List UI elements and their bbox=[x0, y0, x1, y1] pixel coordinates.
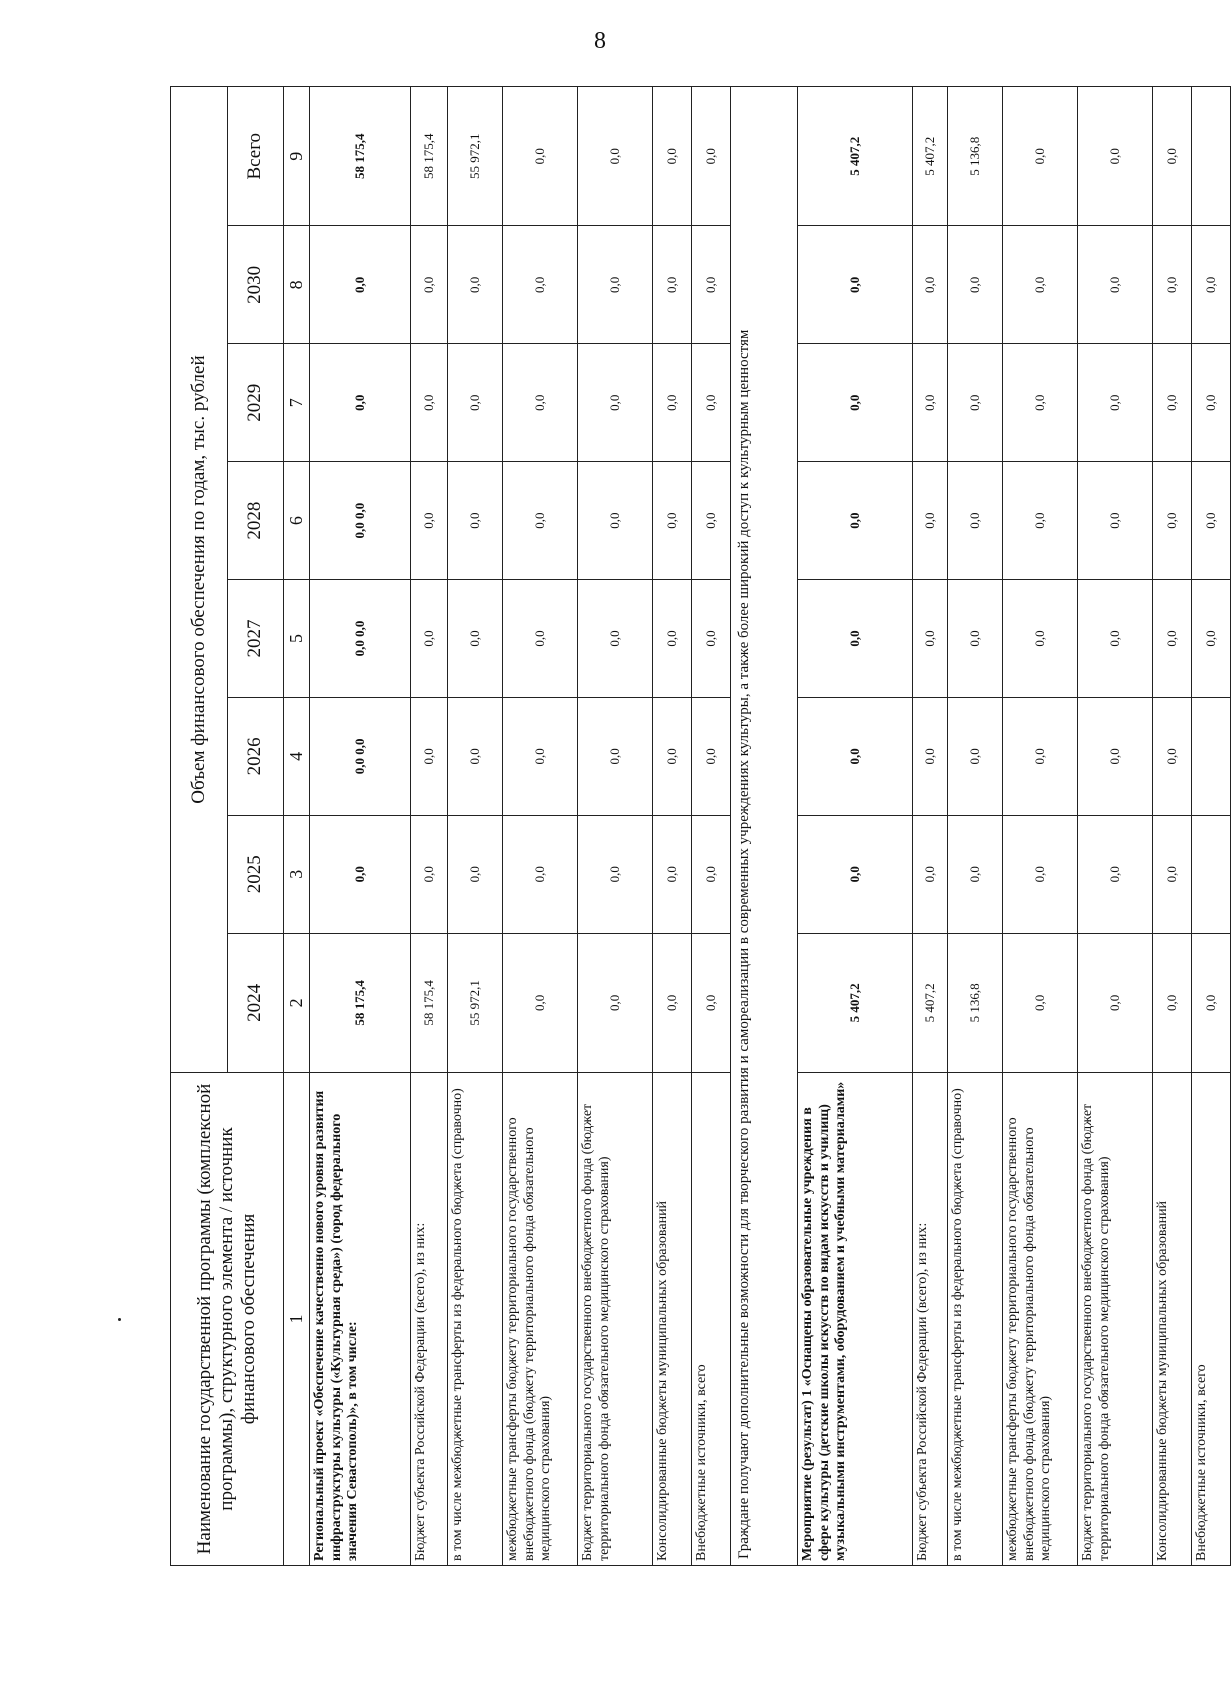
financing-table bbox=[170, 86, 1231, 1566]
value-cell: 0,0 bbox=[948, 815, 1003, 933]
value-cell: 0,0 bbox=[1003, 815, 1078, 933]
page-number: 8 bbox=[594, 28, 606, 54]
value-cell: 0,0 bbox=[503, 226, 578, 344]
value-cell: 0,0 bbox=[448, 344, 503, 462]
table-row bbox=[653, 87, 692, 1566]
table-row bbox=[503, 87, 578, 1566]
table-row bbox=[948, 87, 1003, 1566]
column-number-1: 1 bbox=[284, 1073, 310, 1566]
value-cell: 0,0 bbox=[578, 697, 653, 815]
value-cell: 0,0 bbox=[913, 226, 948, 344]
value-cell: 0,0 bbox=[411, 226, 448, 344]
value-cell bbox=[1192, 697, 1231, 815]
header-year-3: 2027 bbox=[227, 580, 284, 698]
value-cell bbox=[1192, 87, 1231, 226]
value-cell: 0,0 bbox=[798, 580, 913, 698]
table-row bbox=[1153, 87, 1192, 1566]
column-number-2: 2 bbox=[284, 933, 310, 1072]
value-cell: 0,0 bbox=[448, 697, 503, 815]
header-year-1: 2025 bbox=[227, 815, 284, 933]
column-numbers-row bbox=[284, 87, 310, 1566]
value-cell: 0,0 bbox=[310, 344, 411, 462]
value-cell: 0,0 bbox=[1078, 344, 1153, 462]
value-cell: 0,0 bbox=[578, 815, 653, 933]
value-cell: 0,0 bbox=[692, 697, 731, 815]
value-cell: 0,0 bbox=[1153, 933, 1192, 1072]
value-cell: 0,0 bbox=[1003, 344, 1078, 462]
value-cell: 0,0 bbox=[692, 580, 731, 698]
value-cell: 0,0 bbox=[1192, 344, 1231, 462]
header-name-column: Наименование государственной программы (комплексной программы), структурного элемента / источник финансового обеспечения bbox=[171, 1073, 284, 1566]
rotated-table-container bbox=[170, 86, 1218, 1566]
value-cell: 0,0 bbox=[653, 933, 692, 1072]
row-label: Консолидированные бюджеты муниципальных образований bbox=[653, 1073, 692, 1566]
column-number-6: 6 bbox=[284, 462, 310, 580]
value-cell: 0,0 bbox=[1192, 580, 1231, 698]
value-cell: 0,0 bbox=[503, 462, 578, 580]
section-text: Граждане получают дополнительные возможности для творческого развития и самореализации в современных учреждениях культуры, а также более широкий доступ к культурным ценностям bbox=[731, 87, 798, 1566]
value-cell: 0,0 bbox=[503, 580, 578, 698]
row-label: Консолидированные бюджеты муниципальных образований bbox=[1153, 1073, 1192, 1566]
value-cell: 0,0 bbox=[1003, 226, 1078, 344]
value-cell: 0,0 bbox=[1078, 462, 1153, 580]
section-row bbox=[731, 87, 798, 1566]
value-cell: 0,0 bbox=[1078, 226, 1153, 344]
table-row bbox=[692, 87, 731, 1566]
table-row bbox=[913, 87, 948, 1566]
row-label: Бюджет субъекта Российской Федерации (всего), из них: bbox=[913, 1073, 948, 1566]
row-label: Бюджет территориального государственного внебюджетного фонда (бюджет территориального фонда обязательного медицинского страхования) bbox=[578, 1073, 653, 1566]
column-number-7: 7 bbox=[284, 344, 310, 462]
value-cell: 0,0 bbox=[448, 226, 503, 344]
value-cell: 0,0 bbox=[913, 815, 948, 933]
value-cell: 0,0 bbox=[913, 697, 948, 815]
row-label: межбюджетные трансферты бюджету территориального государственного внебюджетного фонда (бюджету территориального фонда обязательного медицинского страхования) bbox=[503, 1073, 578, 1566]
value-cell: 0,0 bbox=[1003, 462, 1078, 580]
table-row bbox=[1192, 87, 1231, 1566]
value-cell: 0,0 bbox=[1003, 933, 1078, 1072]
column-number-9: 9 bbox=[284, 87, 310, 226]
value-cell: 0,0 bbox=[448, 815, 503, 933]
value-cell: 0,0 bbox=[411, 815, 448, 933]
table-row bbox=[578, 87, 653, 1566]
header-year-5: 2029 bbox=[227, 344, 284, 462]
value-cell: 0,0 bbox=[798, 344, 913, 462]
value-cell: 0,0 bbox=[1078, 697, 1153, 815]
value-cell: 0,0 bbox=[692, 815, 731, 933]
value-cell: 0,0 bbox=[310, 226, 411, 344]
value-cell: 0,0 bbox=[1003, 697, 1078, 815]
scan-speck bbox=[118, 1318, 121, 1321]
column-number-5: 5 bbox=[284, 580, 310, 698]
value-cell: 0,0 bbox=[948, 697, 1003, 815]
value-cell: 0,0 bbox=[653, 344, 692, 462]
value-cell bbox=[1192, 815, 1231, 933]
value-cell: 0,0 bbox=[653, 87, 692, 226]
value-cell: 0,0 bbox=[1153, 87, 1192, 226]
value-cell: 0,0 bbox=[503, 87, 578, 226]
value-cell: 0,0 bbox=[1153, 226, 1192, 344]
row-label: в том числе межбюджетные трансферты из федерального бюджета (справочно) bbox=[948, 1073, 1003, 1566]
value-cell: 0,0 bbox=[1153, 462, 1192, 580]
header-year-4: 2028 bbox=[227, 462, 284, 580]
row-label: в том числе межбюджетные трансферты из федерального бюджета (справочно) bbox=[448, 1073, 503, 1566]
column-number-8: 8 bbox=[284, 226, 310, 344]
header-group: Объем финансового обеспечения по годам, тыс. рублей bbox=[171, 87, 228, 1073]
value-cell: 0,0 bbox=[1078, 580, 1153, 698]
value-cell: 0,0 bbox=[1153, 344, 1192, 462]
value-cell: 0,0 bbox=[653, 697, 692, 815]
header-year-6: 2030 bbox=[227, 226, 284, 344]
table-row bbox=[1078, 87, 1153, 1566]
value-cell: 0,0 bbox=[578, 344, 653, 462]
column-number-3: 3 bbox=[284, 815, 310, 933]
row-label: межбюджетные трансферты бюджету территориального государственного внебюджетного фонда (бюджету территориального фонда обязательного медицинского страхования) bbox=[1003, 1073, 1078, 1566]
value-cell: 58 175,4 bbox=[411, 87, 448, 226]
value-cell: 0,0 0,0 bbox=[310, 462, 411, 580]
value-cell: 0,0 bbox=[913, 462, 948, 580]
row-label: Внебюджетные источники, всего bbox=[692, 1073, 731, 1566]
table-row bbox=[310, 87, 411, 1566]
value-cell: 58 175,4 bbox=[411, 933, 448, 1072]
row-label: Региональный проект «Обеспечение качественно нового уровня развития инфраструктуры культуры («Культурная среда») (город федерального значения Севастополь)», в том числе: bbox=[310, 1073, 411, 1566]
value-cell: 0,0 bbox=[503, 933, 578, 1072]
column-number-4: 4 bbox=[284, 697, 310, 815]
value-cell: 0,0 bbox=[578, 226, 653, 344]
value-cell: 0,0 bbox=[948, 580, 1003, 698]
value-cell: 0,0 bbox=[503, 815, 578, 933]
value-cell: 0,0 bbox=[798, 226, 913, 344]
value-cell: 0,0 bbox=[1153, 580, 1192, 698]
value-cell: 0,0 bbox=[503, 697, 578, 815]
value-cell: 0,0 bbox=[692, 344, 731, 462]
header-year-7: Всего bbox=[227, 87, 284, 226]
value-cell: 0,0 bbox=[692, 933, 731, 1072]
header-year-2: 2026 bbox=[227, 697, 284, 815]
value-cell: 0,0 0,0 bbox=[310, 580, 411, 698]
value-cell: 0,0 bbox=[411, 697, 448, 815]
row-label: Бюджет территориального государственного внебюджетного фонда (бюджет территориального фонда обязательного медицинского страхования) bbox=[1078, 1073, 1153, 1566]
value-cell: 0,0 bbox=[692, 226, 731, 344]
value-cell: 0,0 bbox=[1192, 933, 1231, 1072]
value-cell: 0,0 bbox=[448, 462, 503, 580]
value-cell: 5 136,8 bbox=[948, 933, 1003, 1072]
value-cell: 5 407,2 bbox=[913, 933, 948, 1072]
value-cell: 0,0 bbox=[1078, 933, 1153, 1072]
value-cell: 5 407,2 bbox=[798, 933, 913, 1072]
row-label: Внебюджетные источники, всего bbox=[1192, 1073, 1231, 1566]
value-cell: 0,0 bbox=[411, 344, 448, 462]
value-cell: 0,0 bbox=[578, 580, 653, 698]
value-cell: 0,0 0,0 bbox=[310, 697, 411, 815]
table-row bbox=[1003, 87, 1078, 1566]
value-cell: 58 175,4 bbox=[310, 933, 411, 1072]
value-cell: 0,0 bbox=[578, 87, 653, 226]
value-cell: 0,0 bbox=[1192, 226, 1231, 344]
value-cell: 0,0 bbox=[578, 462, 653, 580]
value-cell: 0,0 bbox=[798, 815, 913, 933]
value-cell: 0,0 bbox=[653, 580, 692, 698]
table-body bbox=[284, 87, 1231, 1566]
value-cell: 0,0 bbox=[578, 933, 653, 1072]
value-cell: 0,0 bbox=[653, 815, 692, 933]
value-cell: 0,0 bbox=[798, 462, 913, 580]
value-cell: 0,0 bbox=[1003, 580, 1078, 698]
value-cell: 0,0 bbox=[1078, 87, 1153, 226]
value-cell: 5 407,2 bbox=[913, 87, 948, 226]
value-cell: 0,0 bbox=[913, 344, 948, 462]
value-cell: 0,0 bbox=[798, 697, 913, 815]
value-cell: 0,0 bbox=[1078, 815, 1153, 933]
value-cell: 0,0 bbox=[411, 580, 448, 698]
value-cell: 0,0 bbox=[1153, 815, 1192, 933]
table-row bbox=[411, 87, 448, 1566]
value-cell: 55 972,1 bbox=[448, 933, 503, 1072]
value-cell: 0,0 bbox=[1192, 462, 1231, 580]
value-cell: 0,0 bbox=[948, 462, 1003, 580]
value-cell: 0,0 bbox=[411, 462, 448, 580]
value-cell: 0,0 bbox=[653, 226, 692, 344]
table-row bbox=[448, 87, 503, 1566]
value-cell: 0,0 bbox=[653, 462, 692, 580]
header-year-0: 2024 bbox=[227, 933, 284, 1072]
table-row bbox=[798, 87, 913, 1566]
value-cell: 58 175,4 bbox=[310, 87, 411, 226]
value-cell: 0,0 bbox=[913, 580, 948, 698]
value-cell: 0,0 bbox=[1003, 87, 1078, 226]
value-cell: 5 407,2 bbox=[798, 87, 913, 226]
value-cell: 0,0 bbox=[692, 87, 731, 226]
value-cell: 0,0 bbox=[692, 462, 731, 580]
value-cell: 55 972,1 bbox=[448, 87, 503, 226]
row-label: Мероприятие (результат) 1 «Оснащены образовательные учреждения в сфере культуры (детские школы искусств по видам искусств и училищ) музыкальными инструментами, оборудованием и учебными материалами» bbox=[798, 1073, 913, 1566]
value-cell: 0,0 bbox=[310, 815, 411, 933]
value-cell: 0,0 bbox=[1153, 697, 1192, 815]
value-cell: 0,0 bbox=[448, 580, 503, 698]
value-cell: 0,0 bbox=[503, 344, 578, 462]
value-cell: 0,0 bbox=[948, 344, 1003, 462]
value-cell: 0,0 bbox=[948, 226, 1003, 344]
value-cell: 5 136,8 bbox=[948, 87, 1003, 226]
row-label: Бюджет субъекта Российской Федерации (всего), из них: bbox=[411, 1073, 448, 1566]
